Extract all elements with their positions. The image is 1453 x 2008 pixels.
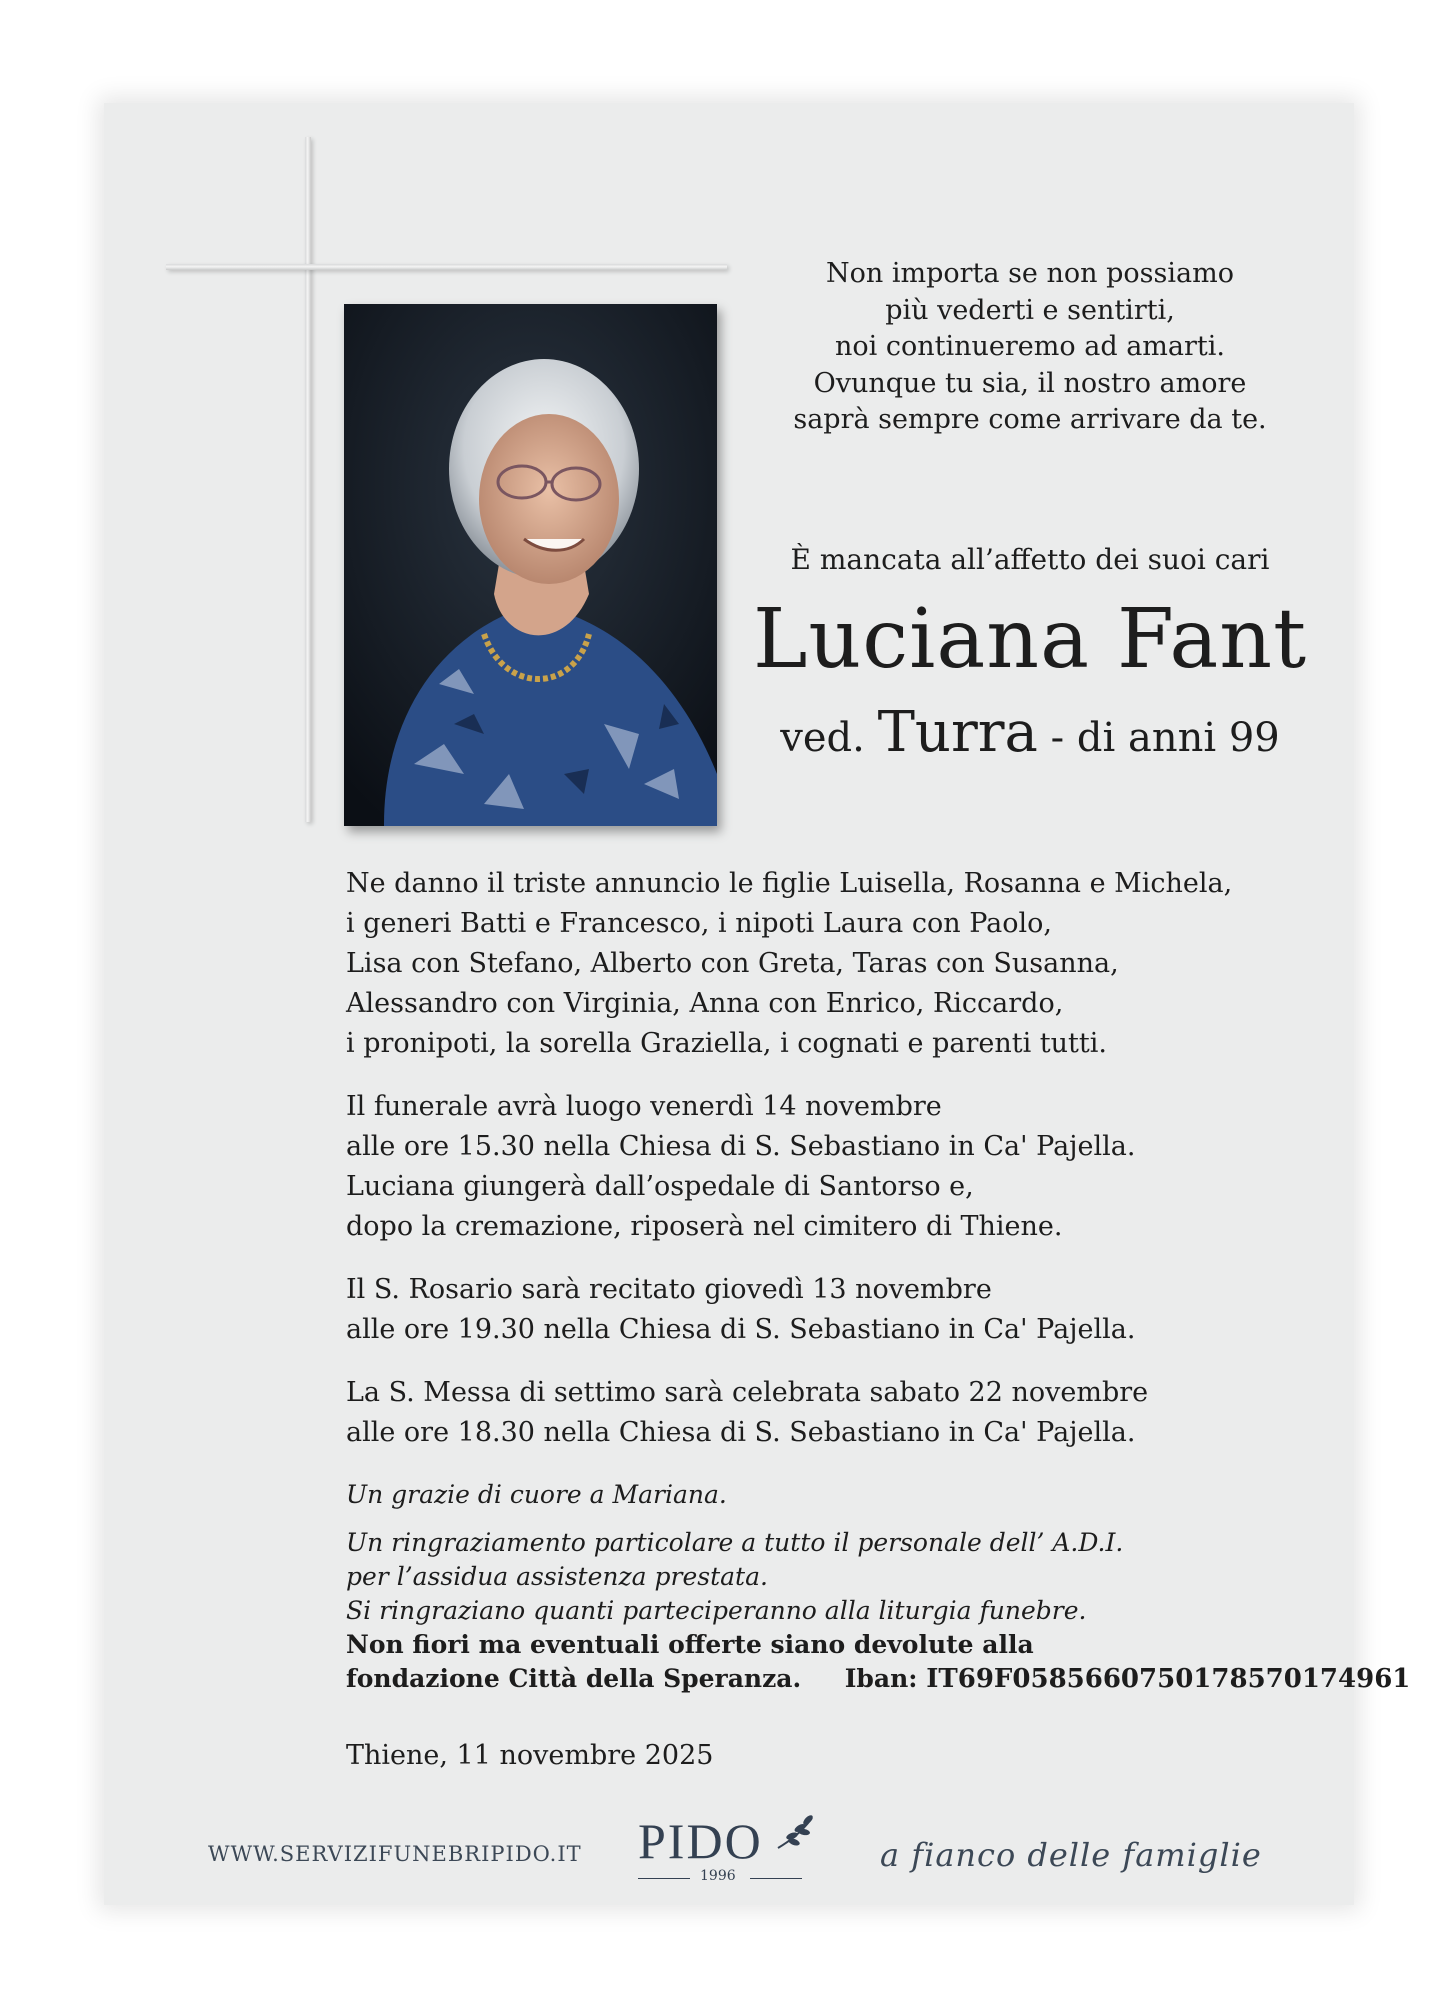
poem-line: saprà sempre come arrivare da te. (793, 404, 1267, 435)
donation-line: Non fiori ma eventuali offerte siano devolute alla (346, 1630, 1034, 1659)
thanks-line: Un grazie di cuore a Mariana. (346, 1480, 727, 1509)
place-date: Thiene, 11 novembre 2025 (346, 1740, 714, 1771)
body-line: Ne danno il triste annuncio le figlie Luisella, Rosanna e Michela, (346, 868, 1233, 899)
poem-line: Ovunque tu sia, il nostro amore (813, 367, 1247, 399)
tagline: a fianco delle famiglie (880, 1836, 1262, 1874)
deceased-name: Luciana Fant (752, 592, 1308, 687)
body-line: Il funerale avrà luogo venerdì 14 novembre (346, 1091, 942, 1122)
body-line: alle ore 18.30 nella Chiesa di S. Sebastiano in Ca' Pajella. (346, 1417, 1136, 1448)
body-line: alle ore 15.30 nella Chiesa di S. Sebastiano in Ca' Pajella. (346, 1131, 1136, 1162)
logo-rule-right (750, 1878, 802, 1879)
body-line: Il S. Rosario sarà recitato giovedì 13 novembre (346, 1274, 992, 1305)
poem-line: noi continueremo ad amarti. (835, 331, 1225, 362)
body-line: alle ore 19.30 nella Chiesa di S. Sebastiano in Ca' Pajella. (346, 1314, 1136, 1345)
poem-line: Non importa se non possiamo (826, 258, 1234, 289)
poem (740, 256, 1320, 439)
donation-foundation: fondazione Città della Speranza. (346, 1664, 802, 1693)
thanks-line: per l’assidua assistenza prestata. (346, 1562, 768, 1591)
cross-vertical-bar (305, 137, 311, 822)
cross-horizontal-bar (166, 264, 727, 270)
mass-paragraph (346, 1373, 1326, 1453)
thanks-section (346, 1478, 1411, 1696)
body-line: i pronipoti, la sorella Graziella, i cognati e parenti tutti. (346, 1028, 1107, 1059)
age-text: - di anni 99 (1050, 715, 1280, 761)
donation-line (346, 1662, 1411, 1696)
rosary-paragraph (346, 1270, 1326, 1350)
funeral-paragraph (346, 1087, 1326, 1247)
website-url[interactable]: WWW.SERVIZIFUNEBRIPIDO.IT (208, 1842, 582, 1866)
announcement-body (346, 864, 1326, 1476)
body-line: La S. Messa di settimo sarà celebrata sabato 22 novembre (346, 1377, 1149, 1408)
thanks-line: Si ringraziano quanti parteciperanno alla liturgia funebre. (346, 1596, 1087, 1625)
body-line: Lisa con Stefano, Alberto con Greta, Taras con Susanna, (346, 948, 1119, 979)
body-line: Alessandro con Virginia, Anna con Enrico, Riccardo, (346, 988, 1064, 1019)
widow-surname: Turra (877, 700, 1038, 765)
iban-value: IT69F0585660750178570174961 (926, 1664, 1411, 1694)
logo-rule-left (638, 1878, 690, 1879)
widow-prefix: ved. (780, 715, 865, 761)
portrait-illustration (344, 304, 717, 826)
body-line: dopo la cremazione, riposerà nel cimitero di Thiene. (346, 1211, 1063, 1242)
olive-branch-icon (774, 1812, 818, 1852)
body-line: i generi Batti e Francesco, i nipoti Laura con Paolo, (346, 908, 1052, 939)
pido-logo (638, 1812, 814, 1888)
widow-age-line (720, 700, 1340, 765)
family-paragraph (346, 864, 1326, 1064)
portrait-photo (344, 304, 717, 826)
iban-label: Iban: (844, 1664, 918, 1693)
body-line: Luciana giungerà dall’ospedale di Santorso e, (346, 1171, 974, 1202)
logo-text: PIDO (638, 1813, 763, 1869)
logo-year: 1996 (700, 1868, 736, 1884)
thanks-line: Un ringraziamento particolare a tutto il personale dell’ A.D.I. (346, 1528, 1124, 1557)
announcement-intro: È mancata all’affetto dei suoi cari (790, 543, 1270, 576)
poem-line: più vederti e sentirti, (885, 294, 1175, 326)
